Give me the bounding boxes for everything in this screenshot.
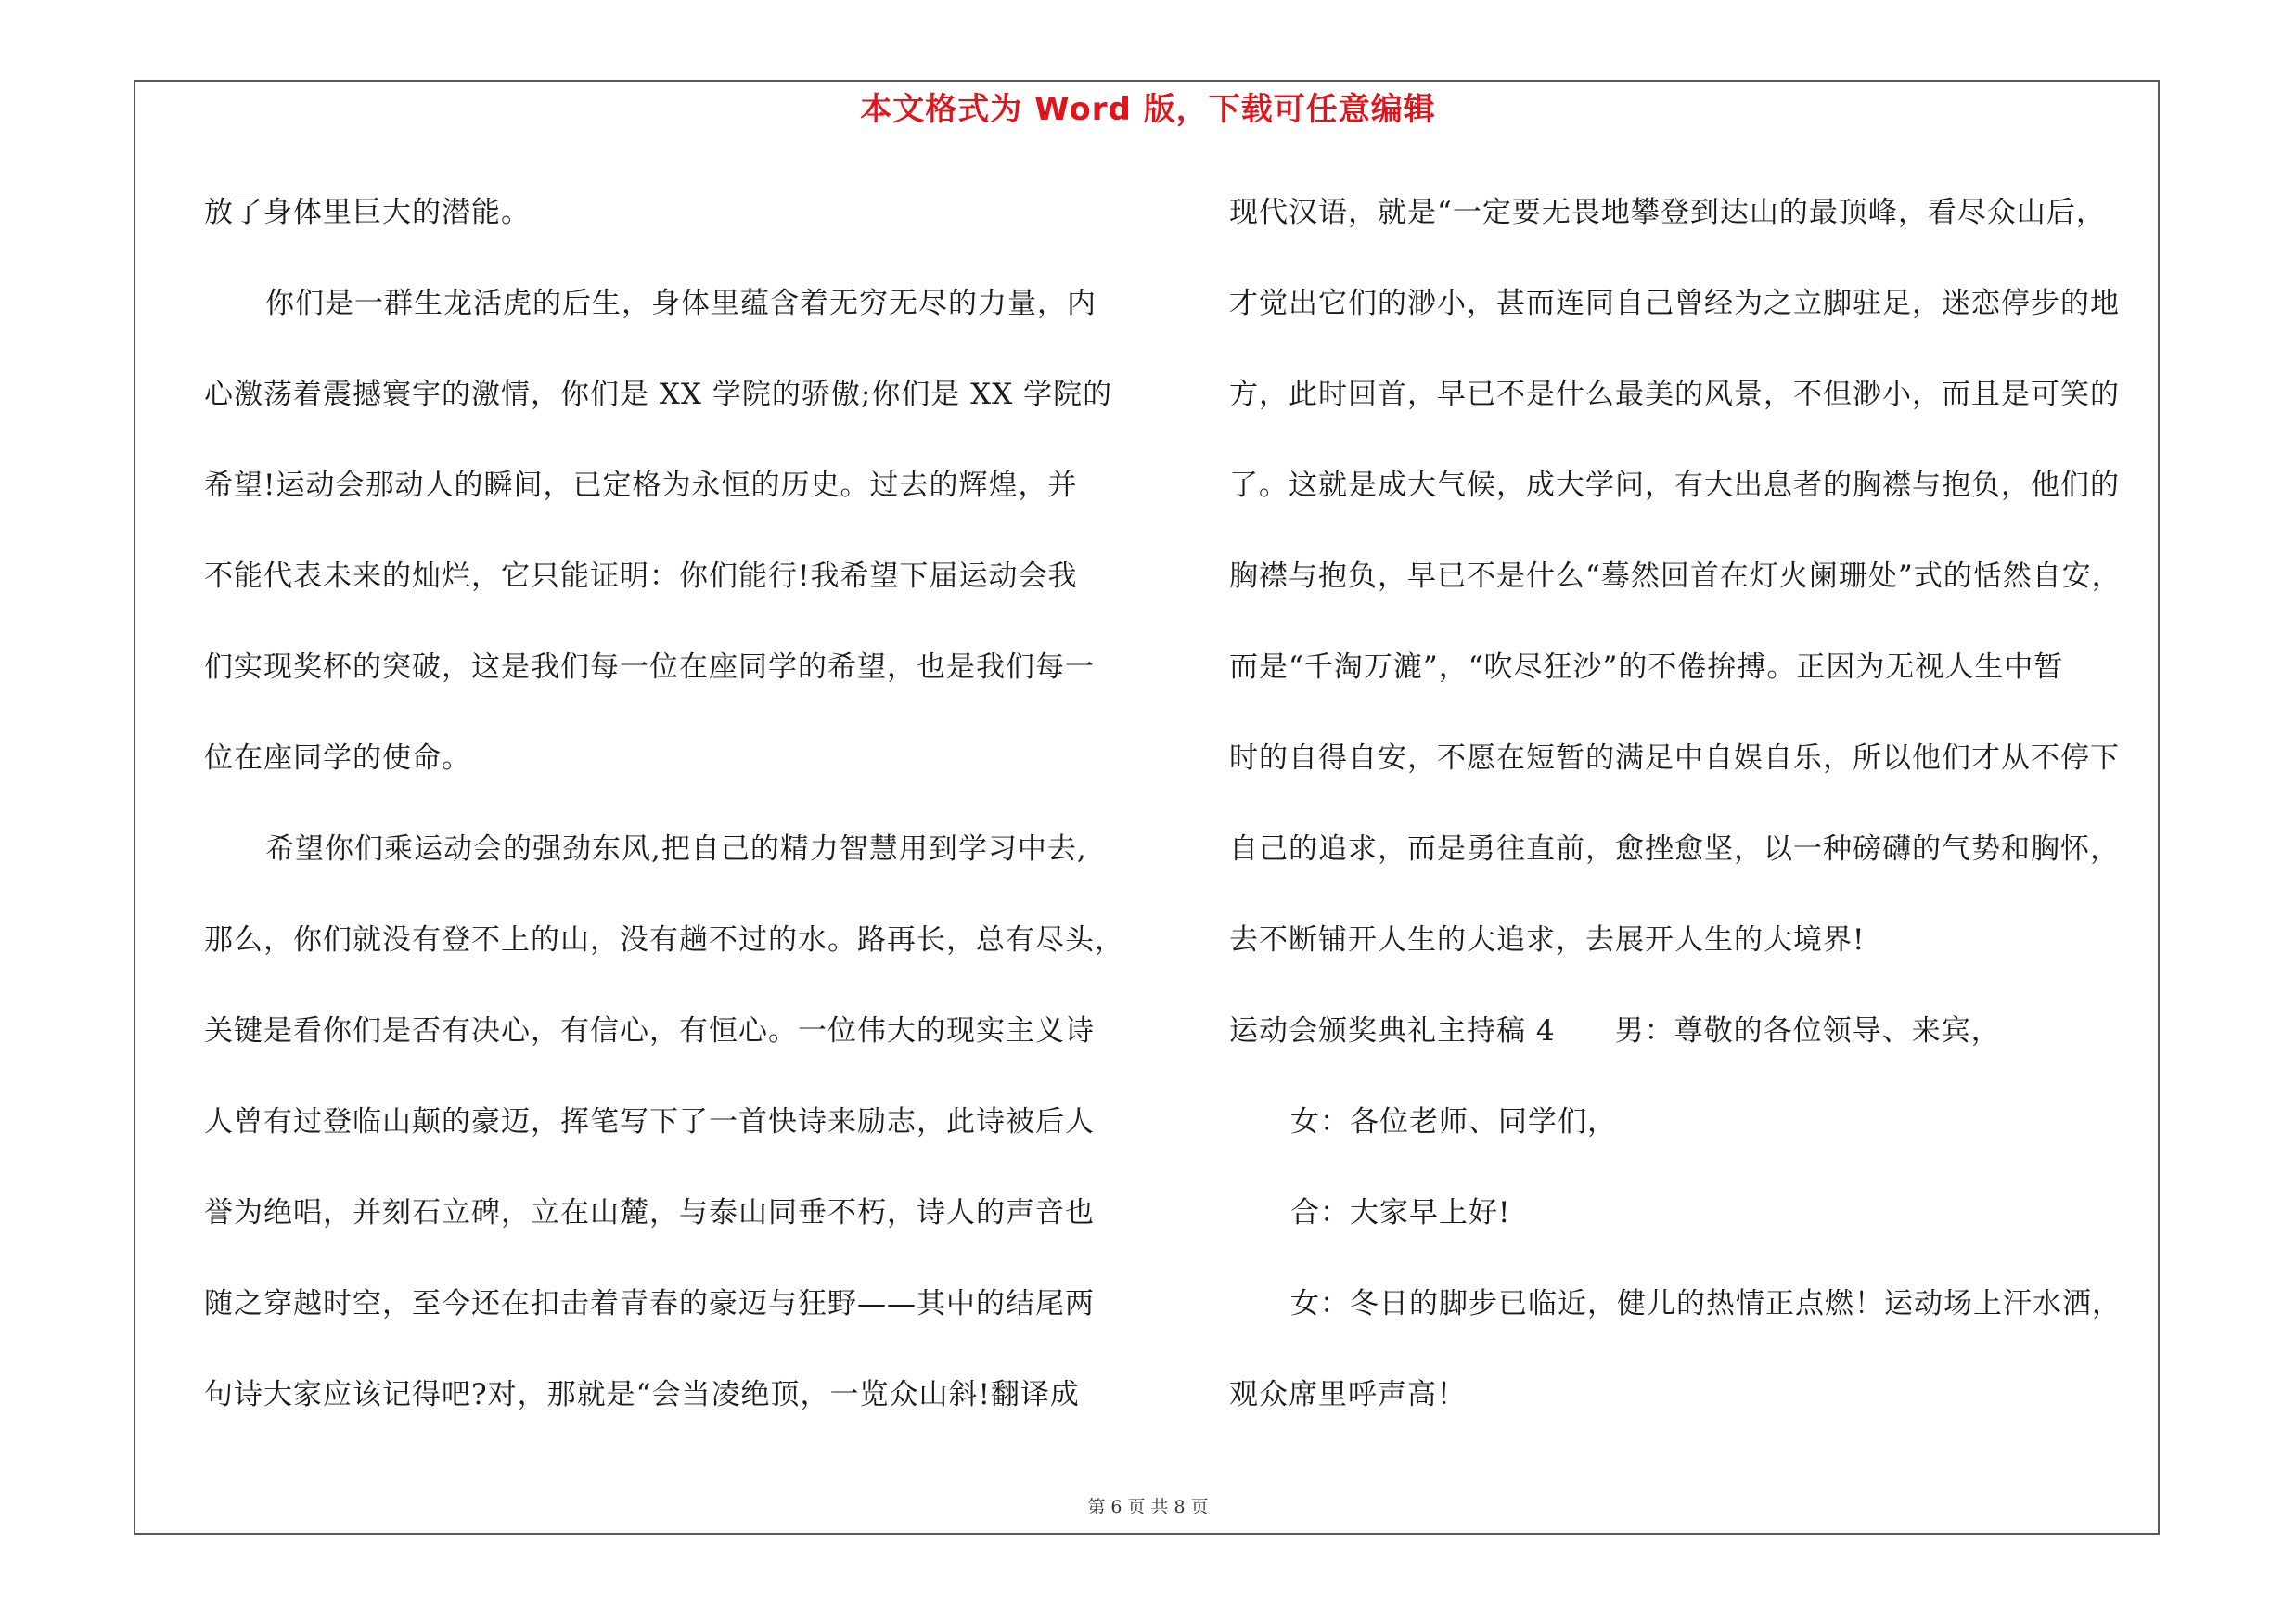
- footer-suffix: 页: [1190, 1497, 1209, 1517]
- text-line: 不能代表未来的灿烂，它只能证明：你们能行!我希望下届运动会我: [204, 560, 1078, 593]
- text-line: 心激荡着震撼寰宇的激情，你们是 XX 学院的骄傲;你们是 XX 学院的: [204, 378, 1113, 411]
- left-text-column: [204, 186, 1132, 1459]
- text-line: 位在座同学的使命。: [204, 741, 471, 775]
- text-line: 随之穿越时空，至今还在扣击着青春的豪迈与狂野——其中的结尾两: [204, 1287, 1095, 1320]
- text-line: 方，此时回首，早已不是什么最美的风景，不但渺小，而且是可笑的: [1229, 378, 2120, 411]
- total-page-count: 8: [1174, 1497, 1186, 1517]
- text-line: 胸襟与抱负，早已不是什么“蓦然回首在灯火阑珊处”式的恬然自安，: [1229, 560, 2122, 593]
- text-line: 你们是一群生龙活虎的后生，身体里蕴含着无穷无尽的力量，内: [265, 287, 1097, 320]
- current-page-number: 6: [1110, 1497, 1122, 1517]
- page-number-footer: [0, 1496, 2296, 1518]
- text-line: 希望你们乘运动会的强劲东风,把自己的精力智慧用到学习中去,: [265, 832, 1087, 866]
- text-line: 那么，你们就没有登不上的山，没有趟不过的水。路再长，总有尽头，: [204, 923, 1124, 957]
- text-line: 运动会颁奖典礼主持稿 4 男：尊敬的各位领导、来宾，: [1229, 1014, 2001, 1048]
- text-line: 了。这就是成大气候，成大学问，有大出息者的胸襟与抱负，他们的: [1229, 469, 2120, 502]
- header-banner: 本文格式为 Word 版，下载可任意编辑: [860, 91, 1436, 128]
- text-line: 女：冬日的脚步已临近，健儿的热情正点燃！运动场上汗水洒，: [1290, 1287, 2122, 1320]
- text-line: 们实现奖杯的突破，这是我们每一位在座同学的希望，也是我们每一: [204, 650, 1095, 684]
- text-line: 关键是看你们是否有决心，有信心，有恒心。一位伟大的现实主义诗: [204, 1014, 1095, 1048]
- footer-prefix: 第: [1087, 1497, 1106, 1517]
- text-line: 誉为绝唱，并刻石立碑，立在山麓，与泰山同垂不朽，诗人的声音也: [204, 1196, 1095, 1230]
- footer-middle: 页 共: [1127, 1497, 1169, 1517]
- text-line: 观众席里呼声高！: [1229, 1378, 1467, 1411]
- text-line: 现代汉语，就是“一定要无畏地攀登到达山的最顶峰，看尽众山后，: [1229, 196, 2106, 229]
- text-line: 时的自得自安，不愿在短暂的满足中自娱自乐，所以他们才从不停下: [1229, 741, 2120, 775]
- text-line: 人曾有过登临山颠的豪迈，挥笔写下了一首快诗来励志，此诗被后人: [204, 1105, 1095, 1139]
- text-line: 去不断铺开人生的大追求，去展开人生的大境界!: [1229, 923, 1866, 957]
- text-line: 句诗大家应该记得吧?对，那就是“会当凌绝顶，一览众山斜!翻译成: [204, 1378, 1080, 1411]
- text-line: 而是“千淘万漉”，“吹尽狂沙”的不倦拚搏。正因为无视人生中暂: [1229, 650, 2064, 684]
- text-line: 希望!运动会那动人的瞬间，已定格为永恒的历史。过去的辉煌，并: [204, 469, 1078, 502]
- text-line: 女：各位老师、同学们，: [1290, 1105, 1617, 1139]
- text-line: 放了身体里巨大的潜能。: [204, 196, 531, 229]
- text-line: 合：大家早上好!: [1290, 1196, 1511, 1230]
- text-line: 自己的追求，而是勇往直前，愈挫愈坚，以一种磅礴的气势和胸怀，: [1229, 832, 2120, 866]
- right-text-column: [1229, 186, 2157, 1459]
- text-line: 才觉出它们的渺小，甚而连同自己曾经为之立脚驻足，迷恋停步的地: [1229, 287, 2120, 320]
